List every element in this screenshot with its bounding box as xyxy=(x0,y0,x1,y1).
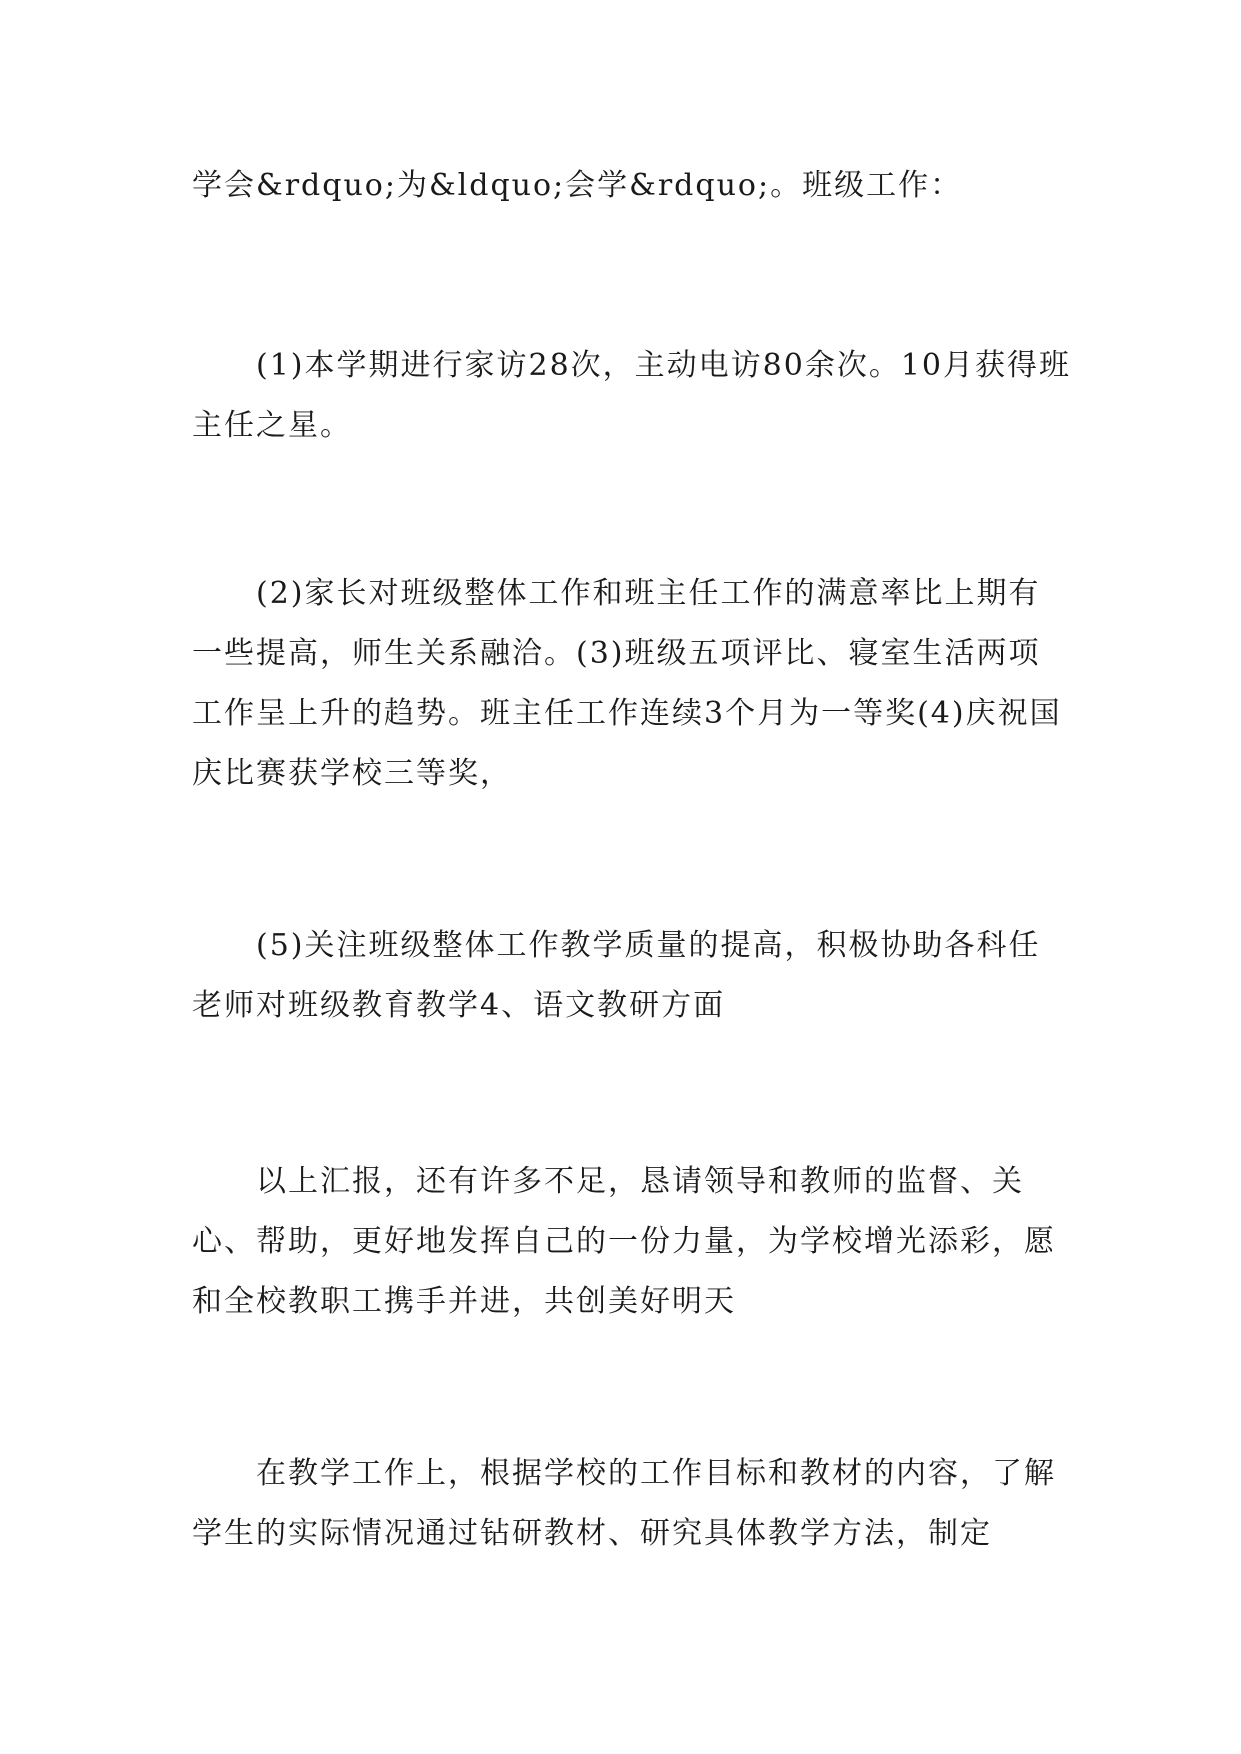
paragraph-home-visits: (1)本学期进行家访28次，主动电访80余次。10月获得班主任之星。 xyxy=(192,348,1072,443)
paragraph-closing-summary: 以上汇报，还有许多不足，恳请领导和教师的监督、关心、帮助，更好地发挥自己的一份力量，为学校增光添彩，愿和全校教职工携手并进，共创美好明天 xyxy=(192,1164,1056,1319)
paragraph-class-work-intro: 学会&rdquo;为&ldquo;会学&rdquo;。班级工作： xyxy=(192,168,963,203)
paragraph-parent-satisfaction: (2)家长对班级整体工作和班主任工作的满意率比上期有一些提高，师生关系融洽。(3)班级五项评比、寝室生活两项工作呈上升的趋势。班主任工作连续3个月为一等奖(4)庆祝国庆比赛获学校三等奖， xyxy=(192,576,1062,791)
paragraph-teaching-quality: (5)关注班级整体工作教学质量的提高，积极协助各科任老师对班级教育教学4、语文教研方面 xyxy=(192,928,1041,1023)
paragraph-teaching-work: 在教学工作上，根据学校的工作目标和教材的内容，了解学生的实际情况通过钻研教材、研究具体教学方法，制定 xyxy=(192,1456,1056,1551)
